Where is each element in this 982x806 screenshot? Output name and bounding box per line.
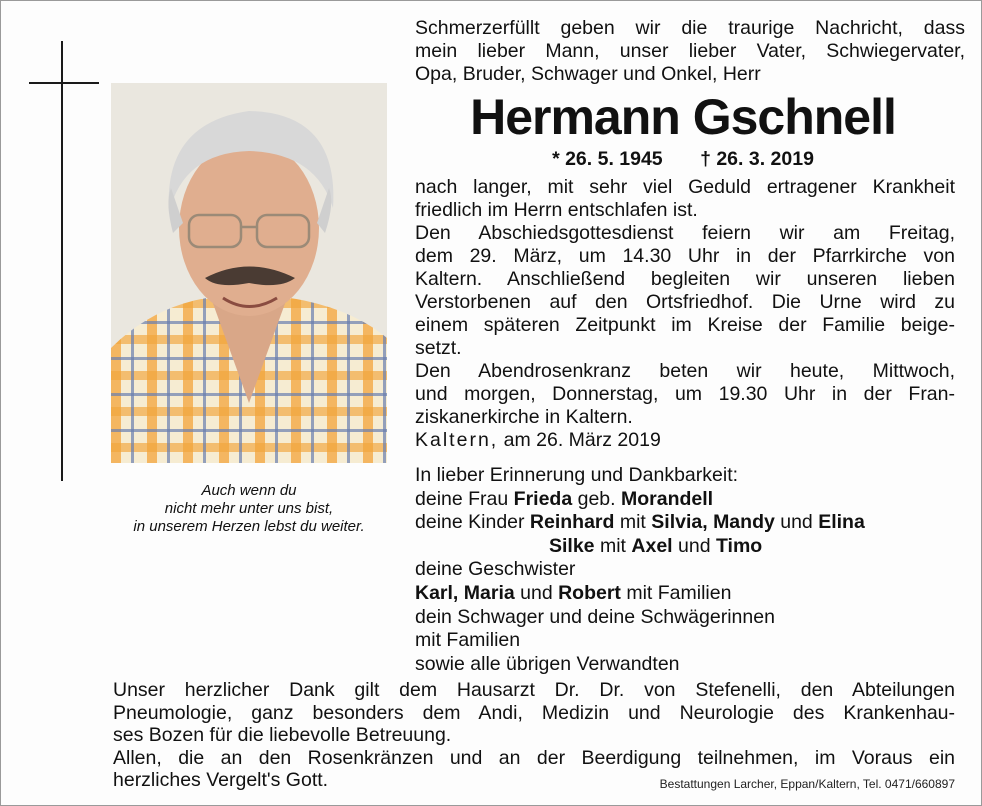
- life-dates: [415, 147, 951, 171]
- announcement-text: [415, 176, 955, 429]
- intro-line: mein lieber Mann, unser lieber Vater, Schwiegervater,: [415, 40, 965, 62]
- intro-line: Opa, Bruder, Schwager und Onkel, Herr: [415, 63, 761, 85]
- place: Kaltern,: [415, 429, 499, 451]
- siblings-names: [415, 582, 955, 606]
- connector: und: [514, 581, 559, 604]
- child-partner: Axel: [631, 534, 673, 557]
- portrait-photo: [111, 83, 387, 463]
- connector: mit: [594, 534, 632, 557]
- deceased-name: Hermann Gschnell: [470, 89, 896, 145]
- in-laws-families: mit Familien: [415, 629, 521, 652]
- birth-date: * 26. 5. 1945: [552, 148, 663, 170]
- quote-line: nicht mehr unter uns bist,: [164, 500, 334, 517]
- children-prefix: deine Kinder: [415, 511, 530, 534]
- child-partners: Silvia, Mandy: [651, 511, 775, 534]
- funeral-home: Bestattungen Larcher, Eppan/Kaltern, Tel. 0471/660897: [659, 777, 955, 791]
- family-children-2: [415, 535, 955, 559]
- body-line: Den Abschiedsgottesdienst feiern wir am Freitag,: [415, 222, 955, 244]
- connector: mit: [614, 511, 652, 534]
- wife-prefix: deine Frau: [415, 487, 514, 510]
- date: am 26. März 2019: [503, 429, 661, 451]
- thanks-line: herzliches Vergelt's Gott.: [113, 769, 329, 791]
- body-line: ziskanerkirche in Kaltern.: [415, 406, 633, 428]
- connector: und: [672, 534, 716, 557]
- cross-vertical-bar: [61, 41, 63, 481]
- family-intro: In lieber Erinnerung und Dankbarkeit:: [415, 464, 739, 486]
- wife-maiden-name: Morandell: [620, 487, 714, 510]
- quote-line: Auch wenn du: [201, 482, 297, 499]
- body-line: friedlich im Herrn entschlafen ist.: [415, 199, 698, 221]
- family-list: [415, 464, 955, 676]
- body-line: dem 29. März, um 14.30 Uhr in der Pfarrkirche von: [415, 245, 955, 267]
- intro-line: Schmerzerfüllt geben wir die traurige Nachricht, dass: [415, 17, 965, 39]
- body-line: Den Abendrosenkranz beten wir heute, Mittwoch,: [415, 360, 955, 382]
- thanks-line: ses Bozen für die liebevolle Betreuung.: [113, 724, 452, 746]
- memorial-quote: [97, 482, 401, 536]
- other-relatives: sowie alle übrigen Verwandten: [415, 652, 680, 675]
- child-partner: Timo: [715, 534, 763, 557]
- child-name: Silke: [549, 534, 595, 557]
- intro-text: [415, 17, 965, 86]
- place-and-date: [415, 429, 661, 452]
- body-line: Verstorbenen auf den Ortsfriedhof. Die Urne wird zu: [415, 291, 955, 313]
- child-partner: Elina: [818, 511, 865, 534]
- siblings-suffix: mit Familien: [620, 581, 732, 604]
- connector: und: [774, 511, 819, 534]
- siblings-label: deine Geschwister: [415, 558, 576, 581]
- thanks-line: Unser herzlicher Dank gilt dem Hausarzt Dr. Dr. von Stefenelli, den Abteilungen: [113, 679, 955, 701]
- body-line: setzt.: [415, 337, 462, 359]
- death-date: † 26. 3. 2019: [700, 148, 814, 170]
- family-wife: [415, 488, 955, 512]
- sibling-name: Robert: [558, 581, 621, 604]
- thanks-paragraph: [113, 679, 955, 792]
- sibling-names: Karl, Maria: [415, 581, 515, 604]
- wife-name: Frieda: [513, 487, 573, 510]
- body-line: Kaltern. Anschließend begleiten wir unseren lieben: [415, 268, 955, 290]
- quote-line: in unserem Herzen lebst du weiter.: [133, 518, 365, 535]
- wife-geb: geb.: [572, 487, 621, 510]
- body-line: nach langer, mit sehr viel Geduld ertragener Krankheit: [415, 176, 955, 198]
- thanks-line: Pneumologie, ganz besonders dem Andi, Medizin und Neurologie des Krankenhau-: [113, 701, 955, 724]
- thanks-line: Allen, die an den Rosenkränzen und an der Beerdigung teilnehmen, im Voraus ein: [113, 746, 955, 769]
- family-children: [415, 511, 955, 535]
- body-line: und morgen, Donnerstag, um 19.30 Uhr in der Fran-: [415, 383, 955, 405]
- child-name: Reinhard: [529, 511, 615, 534]
- body-line: einem späteren Zeitpunkt im Kreise der Familie beige-: [415, 314, 955, 336]
- cross-horizontal-bar: [29, 82, 99, 84]
- in-laws: dein Schwager und deine Schwägerinnen: [415, 605, 775, 628]
